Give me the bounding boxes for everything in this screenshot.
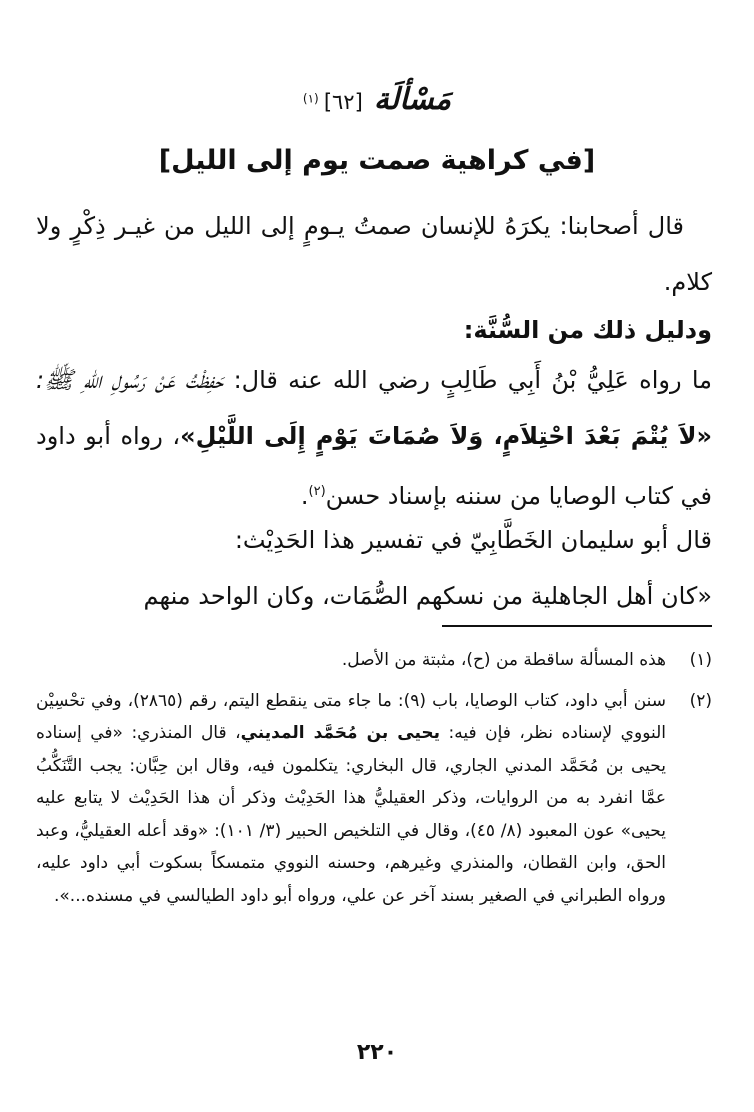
issue-heading — [0, 82, 754, 117]
footnote-text-part: سنن أبي داود، كتاب الوصايا، باب (٩): ما جاء متى ينقطع اليتم، رقم (٢٨٦٥)، وفي تحْسِيْن النووي لإسناده نظر، فإن فيه: — [36, 690, 667, 743]
hadith-end: . — [300, 482, 309, 510]
footnotes — [36, 644, 712, 912]
paragraph-companions — [36, 198, 712, 310]
paragraph-khattabi: قال أبو سليمان الخَطَّابِيّ في تفسير هذا الحَدِيْث: — [234, 526, 712, 554]
paragraph-jahiliyya: «كان أهل الجاهلية من نسكهم الصُّمَات، وكان الواحد منهم — [143, 582, 712, 610]
footnote-text — [36, 685, 666, 913]
footnote-divider — [442, 625, 712, 627]
paragraph-hadith — [36, 352, 712, 524]
heading-number: [٦٢] — [323, 90, 363, 114]
footnote-2 — [36, 685, 712, 913]
hadith-narration: حَفِظْتُ عَنْ رَسُولِ اللهِ ﷺ: — [36, 366, 224, 394]
heading-footnote-ref: (١) — [302, 91, 319, 106]
section-subtitle: [في كراهية صمت يوم إلى الليل] — [158, 145, 596, 176]
paragraph-companions-text: قال أصحابنا: يكرَهُ للإنسان صمتُ يـومٍ إلى الليل من غيـر ذِكْرٍ ولا كلام. — [36, 212, 712, 296]
footnote-narrator-name: يحيى بن مُحَمَّد المديني — [240, 723, 441, 743]
footnote-1 — [36, 644, 712, 677]
hadith-footnote-ref: (٢) — [308, 484, 326, 499]
hadith-quote: «لاَ يُتْمَ بَعْدَ احْتِلاَمٍ، وَلاَ صُمَاتَ يَوْمٍ إِلَى اللَّيْلِ» — [180, 422, 712, 450]
footnote-text: هذه المسألة ساقطة من (ح)، مثبتة من الأصل. — [341, 650, 666, 670]
page-number: ٢٢٠ — [356, 1040, 398, 1065]
paragraph-evidence-heading: ودليل ذلك من السُّنَّة: — [463, 316, 712, 344]
footnote-number: (٢) — [689, 690, 712, 711]
hadith-source: ، رواه أبو داود في كتاب الوصايا من سننه بإسناد حسن — [36, 422, 712, 510]
heading-word: مَسْألَة — [373, 82, 452, 117]
footnote-text-part: ، قال المنذري: «في إسناده يحيى بن مُحَمَّد المدني الجاري، قال البخاري: يتكلمون فيه، وقال ابن حِبَّان: يجب التَّنَكُّبُ عمَّا انفرد به من الروايات، وذكر العقيليُّ هذا الحَدِيْث وذكر أن هذا الحَدِيْث لا يتابع عليه يحيى» عون المعبود (٨/ ٤٥)، وقال في التلخيص الحبير (٣/ ١٠١): «وقد أعله العقيليُّ، وعبد الحق، وابن القطان، والمنذري وغيرهم، وحسنه النووي متمسكاً بسكوت أبي داود عليه، ورواه الطبراني في الصغير بسند آخر عن علي، ورواه أبو داود الطيالسي في مسنده...». — [36, 723, 667, 906]
footnote-number: (١) — [689, 650, 712, 670]
hadith-intro: ما رواه عَلِيُّ بْنُ أَبِي طَالِبٍ رضي الله عنه قال: — [223, 366, 713, 394]
